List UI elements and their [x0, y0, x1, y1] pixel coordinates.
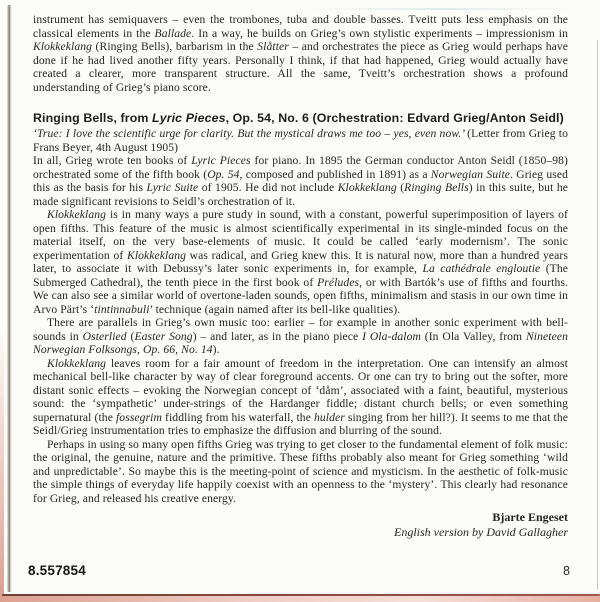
page-number: 8	[563, 564, 570, 578]
author-name: Bjarte Engeset	[492, 510, 568, 524]
scan-edge-right	[597, 40, 598, 590]
scan-artifact-top	[310, 8, 570, 10]
paragraph: In all, Grieg wrote ten books of Lyric Pieces for piano. In 1895 the German conductor Anton Seidl (1850–98) orchestrated some of the fifth book (Op. 54, composed and published in 1891) as a Norwegian Suite. Grieg used this as the basis for his Lyric Suite of 1905. He did not include Klokkeklang (Ringing Bells) in this suite, but he made significant revisions to Seidl’s orchestration of it.	[33, 154, 568, 208]
paragraph: Klokkeklang is in many ways a pure study in sound, with a constant, powerful superimposition of layers of open fifths. This feature of the music is almost scientifically experimental in its single-minded focus on the material itself, on the very base-elements of music. It could be called ‘early modernism’. The sonic experimentation of Klokkeklang was radical, and Grieg knew this. It is natural now, more than a hundred years later, to associate it with Debussy’s later sonic experiments in, for example, La cathédrale engloutie (The Submerged Cathedral), the tenth piece in the first book of Préludes, or with Bartók’s use of fifths and fourths. We can also see a similar world of overtone-laden sounds, open fifths, minimalism and stasis in our own time in Arvo Pärt’s ‘tintinnabuli’ technique (again named after its bell-like qualities).	[33, 208, 568, 316]
scan-edge-left	[0, 330, 4, 602]
scan-edge-bottom-line	[2, 594, 600, 596]
booklet-spine-shadow	[7, 5, 12, 592]
translator-credit: English version by David Gallagher	[394, 525, 568, 539]
section-heading: Ringing Bells, from Lyric Pieces, Op. 54, No. 6 (Orchestration: Edvard Grieg/Anton Seidl)	[33, 111, 564, 125]
paragraph: Klokkeklang leaves room for a fair amount of freedom in the interpretation. One can intensify an almost mechanical bell-like character by way of clear foreground accents. Or one can try to bring out the softer, more distant sonic effects – evoking the Norwegian concept of ‘dåm’, associated with a faint, beautiful, mysterious sound: the ‘sympathetic’ under-strings of the Hardanger fiddle; distant church bells; or even something supernatural (the fossegrim fiddling from his waterfall, the hulder singing from her hill?). It seems to me that the Seidl/Grieg instrumentation tries to emphasize the diffusion and blurring of the sound.	[33, 356, 568, 437]
paragraph-continuation: instrument has semiquavers – even the trombones, tuba and double basses. Tveitt puts less emphasis on the classical elements in the Ballade. In a way, he builds on Grieg’s own stylistic experiments – impressionism in Klokkeklang (Ringing Bells), barbarism in the Slåtter – and orchestrates the piece as Grieg would perhaps have done if he had lived another fifty years. Personally I think, if that had happened, Grieg would actually have created a clearer, more transparent structure. All the same, Tveitt’s orchestration shows a profound understanding of Grieg’s piano score.	[33, 13, 569, 94]
page-footer	[28, 563, 570, 578]
signature-block	[33, 510, 568, 540]
catalog-number: 8.557854	[28, 563, 86, 578]
page-content	[33, 13, 568, 540]
paragraph: Perhaps in using so many open fifths Grieg was trying to get closer to the fundamental element of folk music: the original, the genuine, nature and the primitive. These fifths probably also meant for Grieg something ‘wild and unpredictable’. So maybe this is the meeting-point of science and mysticism. In the aesthetic of folk-music the simple things of everyday life happily coexist with an openness to the ‘mystery’. This clearly had resonance for Grieg, and released his creative energy.	[33, 437, 568, 505]
paragraph: There are parallels in Grieg’s own music too: earlier – for example in another sonic experiment with bell-sounds in Osterlied (Easter Song) – and later, as in the piano piece I Ola-dalom (In Ola Valley, from Nineteen Norwegian Folksongs, Op. 66, No. 14).	[33, 316, 568, 356]
epigraph-quote: ‘True: I love the scientific urge for clarity. But the mystical draws me too – yes, even now.’ (Letter from Grieg to Frans Beyer, 4th August 1905)	[33, 127, 568, 154]
